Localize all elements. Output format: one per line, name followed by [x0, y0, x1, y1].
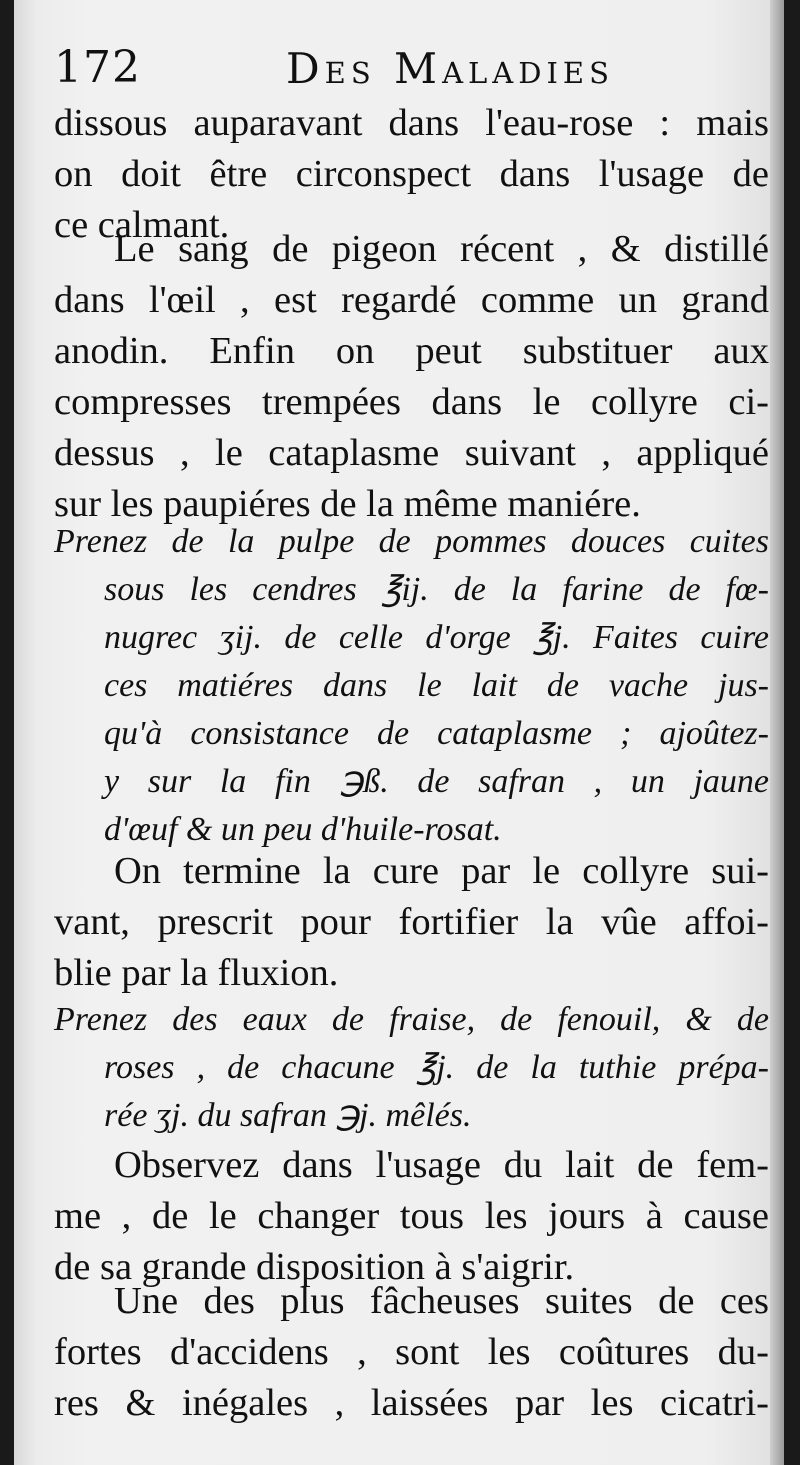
recipe-line: roses , de chacune ℥j. de la tuthie prépa-	[104, 1049, 769, 1086]
recipe-2	[54, 996, 769, 1140]
recipe-line: y sur la fin ℈ß. de safran , un jaune	[104, 763, 769, 800]
recipe-line: qu'à consistance de cataplasme ; ajoûtez-	[104, 715, 769, 752]
text-line: on doit être circonspect dans l'usage de	[54, 153, 769, 195]
page-header	[54, 38, 774, 96]
text-line: dessus , le cataplasme suivant , appliqué	[54, 432, 769, 474]
recipe-line: nugrec ʒij. de celle d'orge ℥j. Faites cuire	[104, 619, 769, 656]
text-line: Une des plus fâcheuses suites de ces	[114, 1280, 769, 1322]
page-gutter	[770, 0, 784, 1465]
recipe-line: Prenez de la pulpe de pommes douces cuites	[54, 523, 769, 560]
text-line: compresses trempées dans le collyre ci-	[54, 381, 769, 423]
text-line: anodin. Enfin on peut substituer aux	[54, 330, 769, 372]
book-page	[14, 0, 784, 1465]
text-line: ce calmant.	[54, 204, 230, 246]
paragraph-2	[54, 224, 769, 530]
text-line: blie par la fluxion.	[54, 952, 339, 994]
text-line: sur les paupiéres de la même maniére.	[54, 483, 641, 525]
paragraph-3	[54, 846, 769, 999]
text-line: On termine la cure par le collyre sui-	[114, 850, 769, 892]
text-line: Le sang de pigeon récent , & distillé	[114, 228, 769, 270]
recipe-line: Prenez des eaux de fraise, de fenouil, & de	[54, 1001, 769, 1038]
recipe-line: sous les cendres ℥ij. de la farine de fœ-	[104, 571, 769, 608]
text-line: de sa grande disposition à s'aigrir.	[54, 1246, 575, 1288]
text-line: dans l'œil , est regardé comme un grand	[54, 279, 769, 321]
recipe-line: d'œuf & un peu d'huile-rosat.	[104, 811, 502, 848]
text-line: me , de le changer tous les jours à cause	[54, 1195, 769, 1237]
recipe-1	[54, 518, 769, 854]
text-line: vant, prescrit pour fortifier la vûe affoi-	[54, 901, 769, 943]
paragraph-5	[54, 1276, 769, 1429]
paragraph-4	[54, 1140, 769, 1293]
text-line: dissous auparavant dans l'eau-rose : mais	[54, 102, 769, 144]
page-number: 172	[54, 42, 141, 93]
text-line: res & inégales , laissées par les cicatri-	[54, 1382, 769, 1424]
text-line: fortes d'accidens , sont les coûtures du-	[54, 1331, 769, 1373]
running-title: Des Maladies	[286, 44, 614, 93]
recipe-line: rée ʒj. du safran ℈j. mêlés.	[104, 1097, 472, 1134]
text-line: Observez dans l'usage du lait de fem-	[114, 1144, 769, 1186]
recipe-line: ces matiéres dans le lait de vache jus-	[104, 667, 769, 704]
